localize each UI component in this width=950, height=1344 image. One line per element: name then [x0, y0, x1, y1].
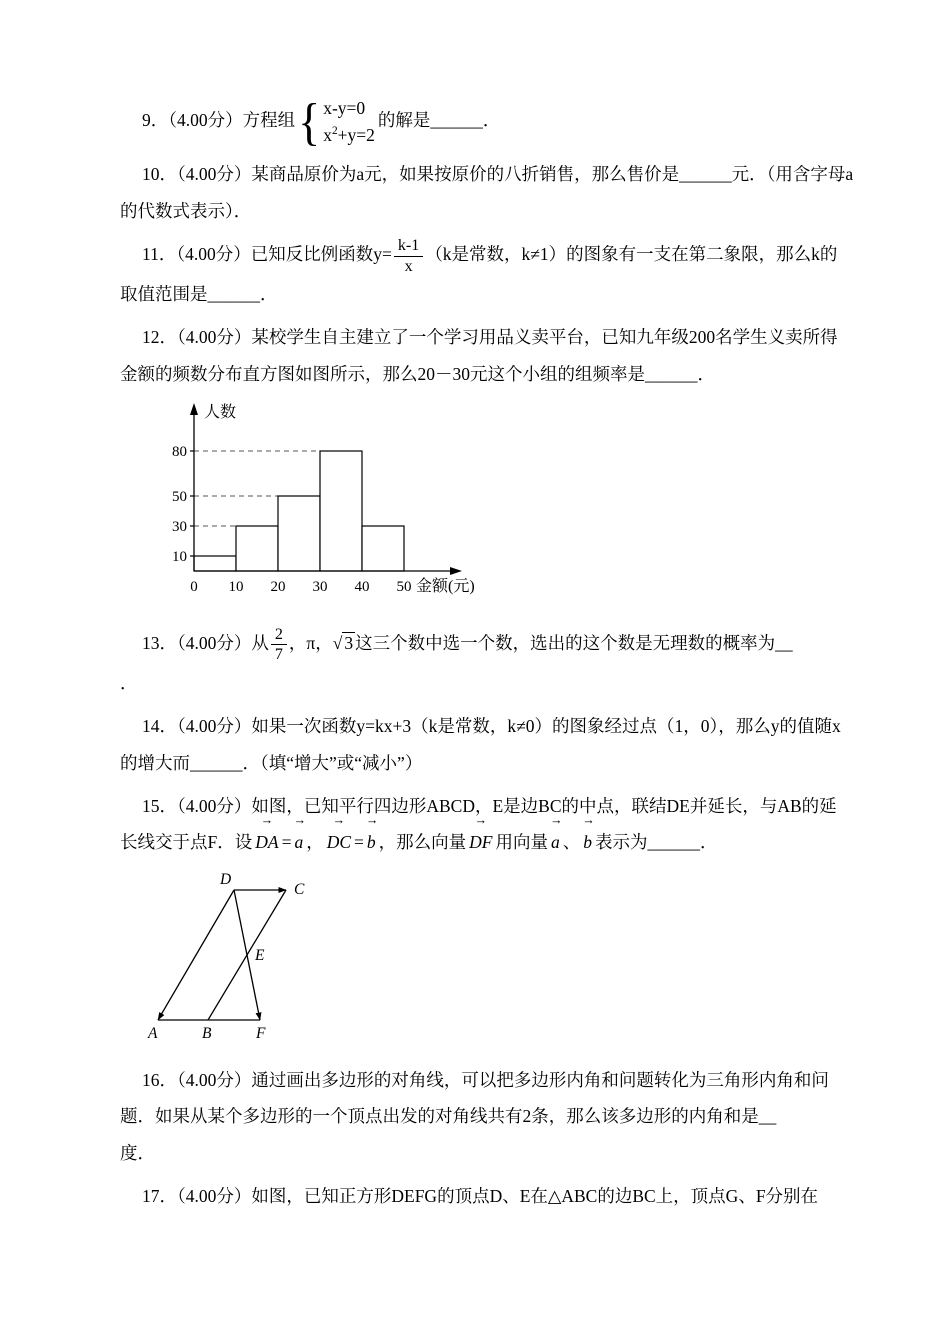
vector-notation: → DA	[255, 813, 279, 853]
geometry-figure-svg	[146, 868, 346, 1050]
question-9: 9．（4.00分）方程组 { x-y=0 $x^2+y=2$ 的解是______．	[142, 93, 501, 151]
question-11: 11．（4.00分）已知反比例函数y= $\frac{k-1}{x}$ （k是常数，k≠1）的图象有一支在第二象限，那么k的取值范围是______．	[120, 237, 838, 304]
equation-system: { x-y=0 $x^2+y=2$	[298, 93, 375, 151]
histogram-bar	[320, 451, 362, 571]
y-tick-label: 50	[172, 489, 187, 505]
histogram-bar	[362, 526, 404, 571]
question-17: 17．（4.00分）如图，已知正方形DEFG的顶点D、E在△ABC的边BC上，顶点G、F分别在	[142, 1185, 819, 1206]
fraction: $\frac{2}{7}$	[271, 625, 287, 665]
x-tick-label: 40	[354, 579, 370, 595]
y-axis-title: 人数	[204, 404, 237, 421]
question-number: 14．（4.00分）	[142, 716, 252, 737]
point-label-B: B	[202, 1024, 212, 1042]
question-14: 14．（4.00分）如果一次函数y=kx+3（k是常数，k≠0）的图象经过点（1，0），那么y的值随x的增大而______．（填“增大”或“减小”）	[120, 716, 841, 773]
point-label-A: A	[148, 1024, 158, 1042]
point-label-C: C	[294, 880, 305, 898]
point-label-E: E	[255, 946, 265, 964]
x-tick-label: 30	[312, 579, 328, 595]
question-number: 12．（4.00分）	[142, 327, 252, 348]
question-15: 15．（4.00分）如图，已知平行四边形ABCD，E是边BC的中点，联结DE并延长，与AB的延长线交于点F．设 → DA = → a ， → DC = → b ，那么向量 → DF 用向量 → a 、 → b 表示为______．	[120, 788, 854, 861]
brace-glyph: {	[298, 93, 321, 151]
question-number: 17．（4.00分）	[142, 1185, 252, 1206]
vector-notation: → DF	[469, 813, 493, 853]
x-tick-label: 0	[190, 579, 198, 595]
question-number: 9．（4.00分）	[142, 110, 243, 131]
y-tick-label: 10	[172, 549, 187, 565]
x-axis-title: 金额(元)	[416, 578, 475, 595]
question-13: 13．（4.00分）从 $\frac{2}{7}$ ，π，√ 3 这三个数中选一个数，选出的这个数是无理数的概率为__ ．	[120, 626, 793, 693]
point-label-D: D	[220, 870, 232, 888]
square-root: √ 3	[332, 633, 354, 653]
frequency-histogram	[148, 399, 854, 618]
x-axis-arrow	[450, 567, 462, 575]
fraction: $\frac{k-1}{x}$	[394, 236, 423, 276]
parallelogram-figure	[146, 868, 854, 1055]
question-number: 15．（4.00分）	[142, 795, 252, 816]
question-16: 16．（4.00分）通过画出多边形的对角线，可以把多边形内角和问题转化为三角形内角和问题．如果从某个多边形的一个顶点出发的对角线共有2条，那么该多边形的内角和是__ 度．	[120, 1069, 829, 1163]
histogram-bar	[194, 556, 236, 571]
x-tick-label: 10	[228, 579, 244, 595]
question-number: 10．（4.00分）	[142, 164, 252, 185]
y-axis-arrow	[190, 403, 198, 415]
vector-notation: → DC	[326, 813, 351, 853]
x-tick-label: 50	[396, 579, 412, 595]
histogram-svg	[148, 399, 508, 613]
vector-notation: → a	[549, 813, 563, 853]
question-number: 13．（4.00分）	[142, 633, 252, 653]
question-12: 12．（4.00分）某校学生自主建立了一个学习用品义卖平台，已知九年级200名学生义卖所得金额的频数分布直方图如图所示，那么20－30元这个小组的组频率是______．	[120, 327, 838, 384]
vector-notation: → b	[365, 813, 379, 853]
figure-line-DA	[158, 890, 234, 1020]
question-number: 16．（4.00分）	[142, 1069, 252, 1090]
question-number: 11．（4.00分）	[142, 244, 251, 265]
question-10: 10．（4.00分）某商品原价为a元，如果按原价的八折销售，那么售价是______元．（用含字母a的代数式表示）．	[120, 164, 854, 221]
histogram-bar	[278, 496, 320, 571]
vector-notation: → a	[293, 813, 307, 853]
histogram-bar	[236, 526, 278, 571]
y-tick-label: 80	[172, 444, 187, 460]
y-tick-label: 30	[172, 519, 187, 535]
x-tick-label: 20	[270, 579, 286, 595]
vector-notation: → b	[582, 813, 595, 853]
point-label-F: F	[256, 1024, 266, 1042]
